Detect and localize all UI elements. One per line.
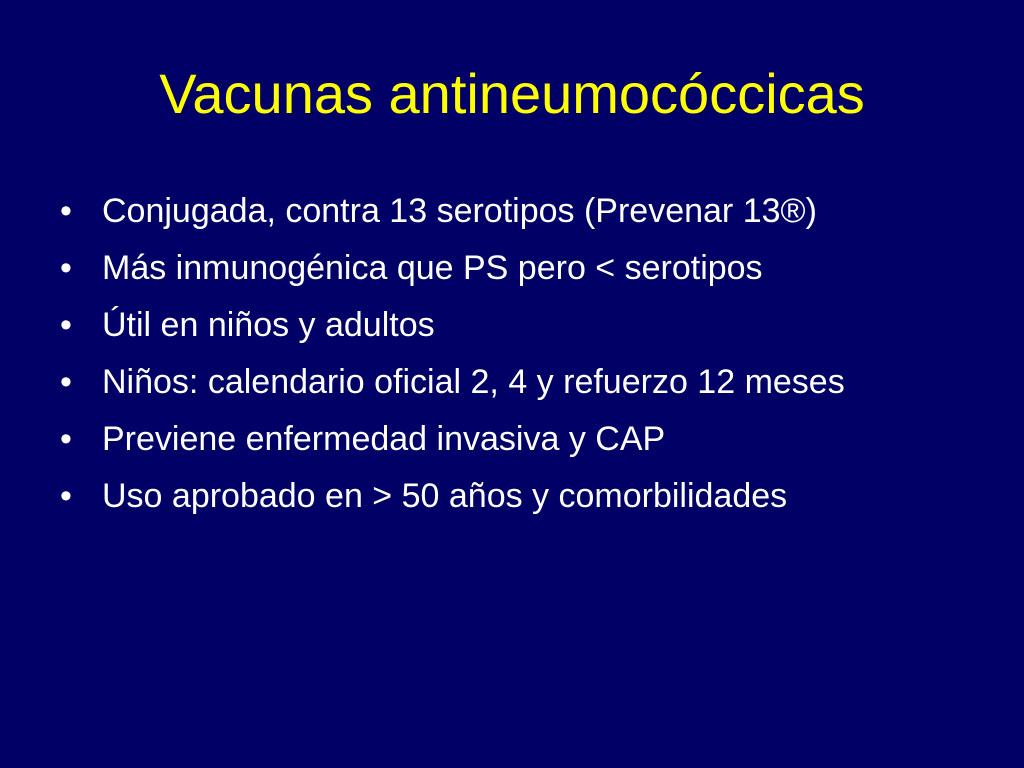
bullet-text: Conjugada, contra 13 serotipos (Prevenar 13®) [102,192,817,230]
bullet-icon: • [60,306,72,344]
bullet-text: Más inmunogénica que PS pero < serotipos [102,249,763,287]
bullet-item [60,475,960,518]
bullet-icon: • [60,192,72,230]
bullet-icon: • [60,363,72,401]
bullet-item [60,361,960,404]
bullet-icon: • [60,249,72,287]
bullet-list [60,190,960,532]
bullet-text: Útil en niños y adultos [102,306,435,344]
bullet-item [60,304,960,347]
bullet-text: Previene enfermedad invasiva y CAP [102,420,666,458]
bullet-text: Uso aprobado en > 50 años y comorbilidades [102,477,788,515]
bullet-icon: • [60,420,72,458]
bullet-item [60,418,960,461]
bullet-text: Niños: calendario oficial 2, 4 y refuerzo 12 meses [102,363,845,401]
slide-title: Vacunas antineumocóccicas [159,62,865,125]
bullet-item [60,190,960,233]
bullet-icon: • [60,477,72,515]
bullet-item [60,247,960,290]
